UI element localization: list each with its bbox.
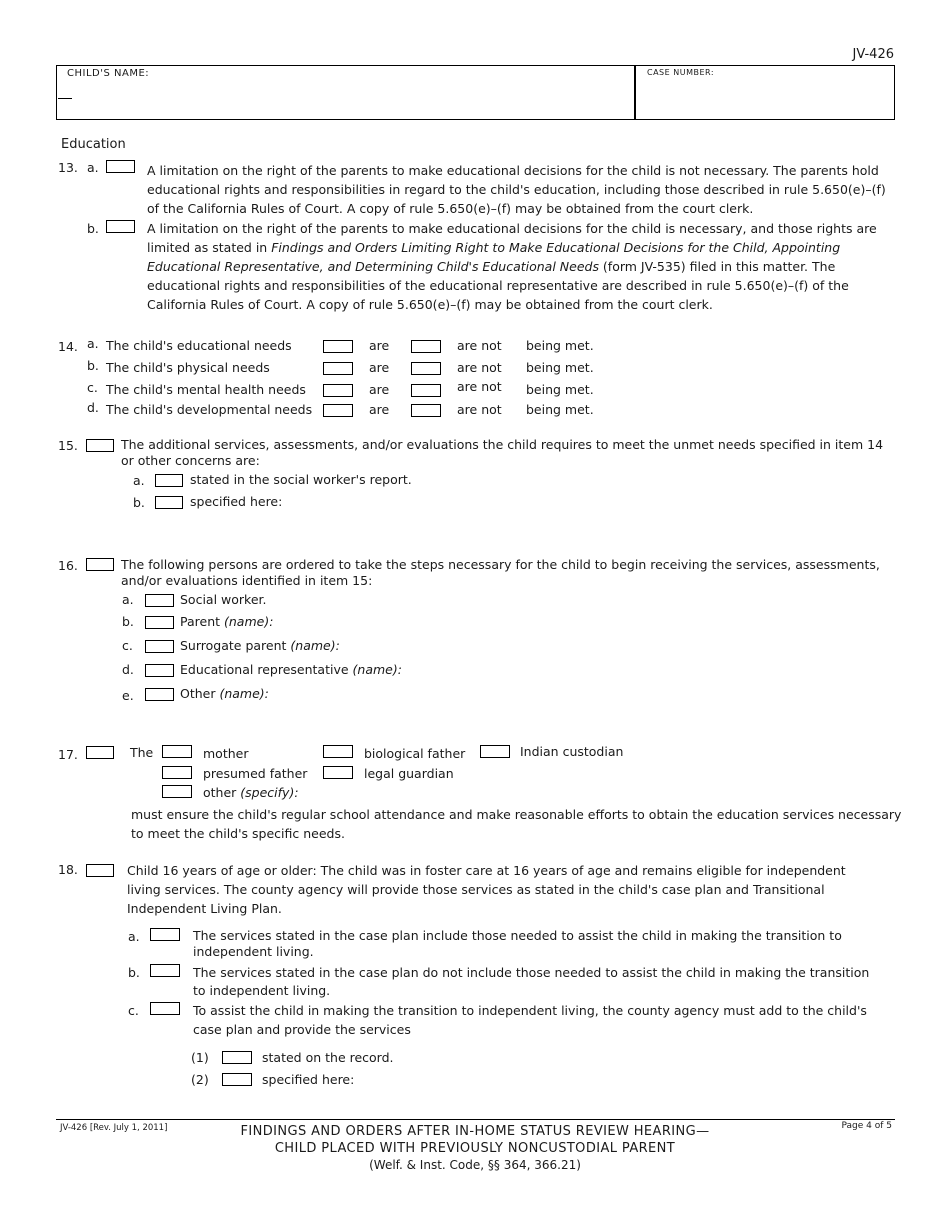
footer-title-line2: CHILD PLACED WITH PREVIOUSLY NONCUSTODIAL PARENT	[274, 1141, 676, 1156]
item-14-are-label: are	[369, 360, 390, 375]
item-18a-text: The services stated in the case plan include those needed to assist the child in making the transition to independent living.	[193, 928, 842, 959]
item-16-person-checkbox[interactable]	[145, 640, 174, 653]
item-14-number: 14.	[58, 339, 78, 354]
item-16-letter: a.	[122, 592, 134, 607]
item-18c1-checkbox[interactable]	[222, 1051, 252, 1064]
header-divider	[634, 65, 636, 120]
item-14-are-label: are	[369, 338, 390, 353]
other-label: other (specify):	[203, 785, 299, 800]
item-14-being-met-label: being met.	[526, 402, 594, 417]
item-17-number: 17.	[58, 747, 78, 762]
item-14-are-label: are	[369, 382, 390, 397]
item-14-are-not-checkbox[interactable]	[411, 404, 441, 417]
item-14-being-met-label: being met.	[526, 338, 594, 353]
item-13a-text: A limitation on the right of the parents to make educational decisions for the child is not necessary. The parents hold educational rights and responsibilities in regard to the child's education, including those described in rule 5.650(e)–(f) of the California Rules of Court. A copy of rule 5.650(e)–(f) may be obtained from the court clerk.	[147, 163, 886, 216]
presumed-father-checkbox[interactable]	[162, 766, 192, 779]
item-15a-checkbox[interactable]	[155, 474, 183, 487]
other-checkbox[interactable]	[162, 785, 192, 798]
item-18-checkbox[interactable]	[86, 864, 114, 877]
item-13-number: 13.	[58, 160, 78, 175]
biological-father-checkbox[interactable]	[323, 745, 353, 758]
item-16-person-checkbox[interactable]	[145, 594, 174, 607]
item-17-checkbox[interactable]	[86, 746, 114, 759]
childs-name-label: CHILD'S NAME:	[67, 68, 150, 79]
item-14-are-label: are	[369, 402, 390, 417]
item-14-need-label: The child's educational needs	[106, 338, 292, 353]
case-number-field[interactable]	[640, 80, 890, 116]
item-15-number: 15.	[58, 438, 78, 453]
item-16-person-checkbox[interactable]	[145, 616, 174, 629]
item-16-letter: c.	[122, 638, 133, 653]
item-15-checkbox[interactable]	[86, 439, 114, 452]
item-13b-letter: b.	[87, 221, 99, 236]
footer-page: Page 4 of 5	[841, 1121, 892, 1131]
mother-label: mother	[203, 746, 249, 761]
item-14-are-checkbox[interactable]	[323, 384, 353, 397]
footer-rule	[56, 1119, 895, 1120]
item-15b-checkbox[interactable]	[155, 496, 183, 509]
item-14-letter: a.	[87, 336, 99, 351]
form-id: JV-426	[852, 47, 894, 62]
item-18a-letter: a.	[128, 929, 140, 944]
item-18a-checkbox[interactable]	[150, 928, 180, 941]
item-18c-text: To assist the child in making the transition to independent living, the county agency must add to the child's case plan and provide the services	[193, 1003, 867, 1037]
legal-guardian-checkbox[interactable]	[323, 766, 353, 779]
item-14-being-met-label: being met.	[526, 360, 594, 375]
footer-citation: (Welf. & Inst. Code, §§ 364, 366.21)	[369, 1158, 581, 1172]
indian-custodian-checkbox[interactable]	[480, 745, 510, 758]
item-16-letter: d.	[122, 662, 134, 677]
item-14-are-not-checkbox[interactable]	[411, 362, 441, 375]
item-18c1-number: (1)	[191, 1050, 209, 1065]
item-16-letter: b.	[122, 614, 134, 629]
footer-revision: JV-426 [Rev. July 1, 2011]	[60, 1123, 168, 1133]
item-14-letter: b.	[87, 358, 99, 373]
indian-custodian-label: Indian custodian	[520, 744, 624, 759]
childs-name-field[interactable]	[58, 98, 72, 99]
presumed-father-label: presumed father	[203, 766, 308, 781]
item-14-being-met-label: being met.	[526, 382, 594, 397]
item-14-are-not-checkbox[interactable]	[411, 384, 441, 397]
item-17-the: The	[130, 745, 154, 760]
item-14-need-label: The child's mental health needs	[106, 382, 306, 397]
item-14-are-not-label: are not	[457, 379, 502, 394]
item-16-person-label: Other (name):	[180, 686, 269, 701]
item-16-person-checkbox[interactable]	[145, 688, 174, 701]
item-17-text: must ensure the child's regular school attendance and make reasonable efforts to obtain the education services necessary to meet the child's specific needs.	[131, 807, 902, 841]
item-15b-label: specified here:	[190, 494, 283, 509]
item-18c1-label: stated on the record.	[262, 1050, 394, 1065]
item-14-are-checkbox[interactable]	[323, 404, 353, 417]
item-18c-letter: c.	[128, 1003, 139, 1018]
item-16-person-label: Social worker.	[180, 592, 267, 607]
case-number-label: CASE NUMBER:	[647, 68, 715, 77]
item-13a-checkbox[interactable]	[106, 160, 135, 173]
item-14-are-not-label: are not	[457, 338, 502, 353]
item-14-are-checkbox[interactable]	[323, 340, 353, 353]
item-16-person-label: Parent (name):	[180, 614, 274, 629]
item-16-person-label: Surrogate parent (name):	[180, 638, 340, 653]
item-15-text: The additional services, assessments, and/or evaluations the child requires to meet the unmet needs specified in item 14 or other concerns are:	[121, 437, 884, 468]
item-14-are-not-label: are not	[457, 402, 502, 417]
item-16-person-label: Educational representative (name):	[180, 662, 402, 677]
item-18c-checkbox[interactable]	[150, 1002, 180, 1015]
section-title: Education	[61, 137, 126, 152]
item-18b-text: The services stated in the case plan do not include those needed to assist the child in making the transition to independent living.	[193, 965, 870, 998]
item-15a-letter: a.	[133, 473, 145, 488]
item-16-letter: e.	[122, 688, 134, 703]
item-18-text: Child 16 years of age or older: The child was in foster care at 16 years of age and remains eligible for independent living services. The county agency will provide those services as stated in the child's case plan and Transitional Independent Living Plan.	[127, 863, 846, 916]
item-16-number: 16.	[58, 558, 78, 573]
item-18c2-checkbox[interactable]	[222, 1073, 252, 1086]
item-14-need-label: The child's physical needs	[106, 360, 270, 375]
mother-checkbox[interactable]	[162, 745, 192, 758]
item-18c2-number: (2)	[191, 1072, 209, 1087]
legal-guardian-label: legal guardian	[364, 766, 454, 781]
item-14-need-label: The child's developmental needs	[106, 402, 313, 417]
item-18b-letter: b.	[128, 965, 140, 980]
item-15b-letter: b.	[133, 495, 145, 510]
item-16-person-checkbox[interactable]	[145, 664, 174, 677]
item-13b-text: A limitation on the right of the parents to make educational decisions for the child is necessary, and those rights are limited as stated in Findings and Orders Limiting Right to Make Educational Decisions for the Child, Appointing Educational Representative, and Determining Child's Educational Needs (form JV-535) filed in this matter. The educational rights and responsibilities of the educational representative are described in rule 5.650(e)–(f) of the California Rules of Court. A copy of rule 5.650(e)–(f) may be obtained from the court clerk.	[147, 221, 877, 312]
item-13b-checkbox[interactable]	[106, 220, 135, 233]
item-15a-label: stated in the social worker's report.	[190, 472, 412, 487]
item-16-checkbox[interactable]	[86, 558, 114, 571]
biological-father-label: biological father	[364, 746, 466, 761]
item-18-number: 18.	[58, 862, 78, 877]
item-18c2-label: specified here:	[262, 1072, 355, 1087]
item-14-are-not-checkbox[interactable]	[411, 340, 441, 353]
item-14-letter: c.	[87, 380, 98, 395]
item-14-are-not-label: are not	[457, 360, 502, 375]
item-18b-checkbox[interactable]	[150, 964, 180, 977]
item-16-text: The following persons are ordered to take the steps necessary for the child to begin receiving the services, assessments, and/or evaluations identified in item 15:	[121, 557, 880, 588]
footer-title-line1: FINDINGS AND ORDERS AFTER IN-HOME STATUS REVIEW HEARING—	[240, 1124, 710, 1139]
item-14-letter: d.	[87, 400, 99, 415]
item-14-are-checkbox[interactable]	[323, 362, 353, 375]
item-13a-letter: a.	[87, 160, 99, 175]
